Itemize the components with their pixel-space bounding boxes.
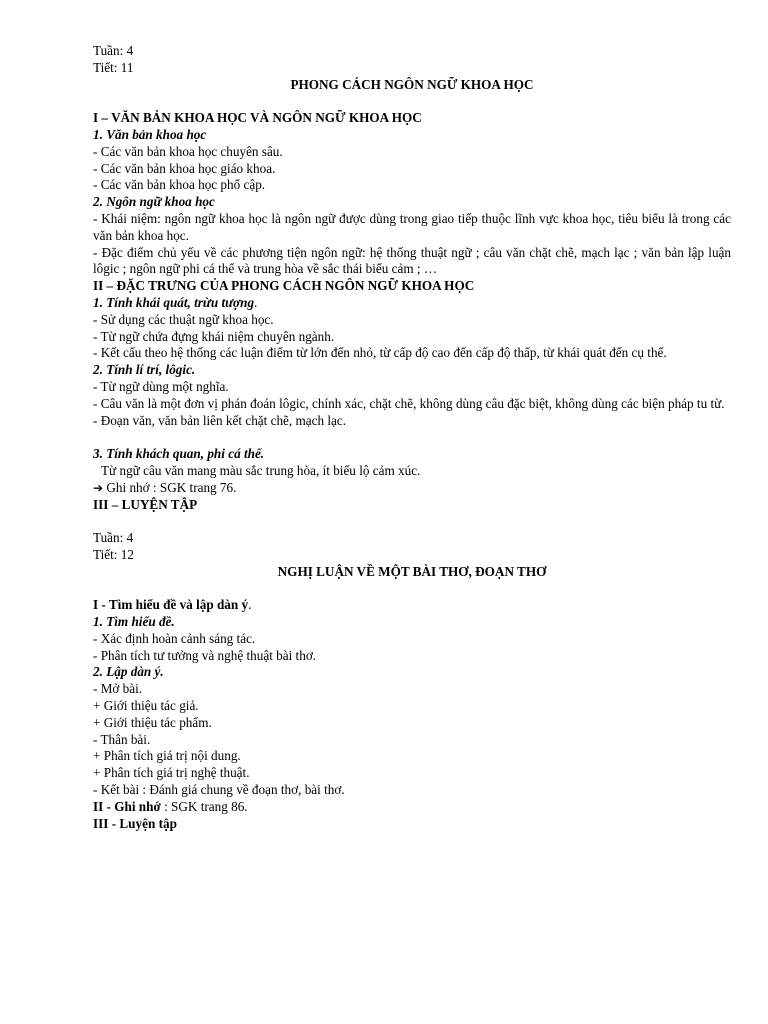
week-label: Tuần: 4 [93, 43, 134, 58]
section-text: : SGK trang 86. [160, 798, 248, 814]
list-item: - Các văn bản khoa học giáo khoa. [93, 160, 276, 176]
paragraph: Từ ngữ câu văn mang màu sắc trung hòa, ít biểu lộ cảm xúc. [101, 462, 421, 478]
section-heading-line [93, 799, 731, 816]
section-heading: II - Ghi nhớ [93, 798, 161, 814]
list-item: - Đoạn văn, văn bản liên kết chặt chẽ, mạch lạc. [93, 412, 347, 428]
spacer [93, 581, 731, 598]
period-mark: . [254, 294, 258, 310]
subsection-heading: 1. Tính khái quát, trừu tượng [93, 294, 255, 310]
week-label: Tuần: 4 [93, 530, 134, 546]
section-heading: II – ĐẶC TRƯNG CỦA PHONG CÁCH NGÔN NGỮ KHOA HỌC [93, 278, 475, 294]
list-item: + Phân tích giá trị nghệ thuật. [93, 765, 250, 781]
subsection-heading-line [93, 295, 731, 312]
list-item: - Sử dụng các thuật ngữ khoa học. [93, 311, 274, 327]
list-item: - Các văn bản khoa học chuyên sâu. [93, 143, 283, 159]
paragraph: - Khái niệm: ngôn ngữ khoa học là ngôn ngữ được dùng trong giao tiếp thuộc lĩnh vực khoa học, tiêu biểu là trong các văn bản khoa học. [93, 210, 731, 243]
paragraph: - Kết cấu theo hệ thống các luận điểm từ lớn đến nhỏ, từ cấp độ cao đến cấp độ thấp, từ khái quát đến cụ thể. [93, 345, 667, 361]
subsection-heading: 3. Tính khách quan, phi cá thể. [93, 446, 265, 462]
list-item: - Thân bài. [93, 731, 151, 747]
spacer [93, 513, 731, 530]
list-item: - Các văn bản khoa học phổ cập. [93, 177, 266, 193]
list-item: + Giới thiệu tác phẩm. [93, 714, 212, 730]
list-item: - Xác định hoàn cảnh sáng tác. [93, 630, 256, 646]
paragraph: - Câu văn là một đơn vị phán đoán lôgic, chính xác, chặt chẽ, không dùng câu đặc biệt, không dùng các biện pháp tu từ. [93, 395, 725, 411]
section-heading: III – LUYỆN TẬP [93, 496, 198, 512]
list-item: - Phân tích tư tưởng và nghệ thuật bài thơ. [93, 647, 317, 663]
section-heading-line [93, 597, 731, 614]
list-item: - Từ ngữ dùng một nghĩa. [93, 378, 229, 394]
section-heading: I - Tìm hiểu đề và lập dàn ý [93, 597, 249, 613]
spacer [93, 93, 731, 110]
subsection-heading: 1. Tìm hiểu đề. [93, 614, 175, 630]
note-line [93, 480, 731, 497]
section-heading: I – VĂN BẢN KHOA HỌC VÀ NGÔN NGỮ KHOA HỌC [93, 110, 422, 126]
list-item: - Từ ngữ chứa đựng khái niệm chuyên ngành. [93, 328, 335, 344]
lesson-title: NGHỊ LUẬN VỀ MỘT BÀI THƠ, ĐOẠN THƠ [277, 563, 547, 579]
list-item: - Mở bài. [93, 681, 143, 697]
lesson-title: PHONG CÁCH NGÔN NGỮ KHOA HỌC [290, 76, 534, 92]
period-label: Tiết: 12 [93, 546, 134, 562]
paragraph: - Đặc điểm chủ yếu về các phương tiện ngôn ngữ: hệ thống thuật ngữ ; câu văn chặt chẽ, mạch lạc ; văn bản lập luận lôgic ; ngôn ngữ phi cá thể và trung hòa về sắc thái biểu cảm ; … [93, 244, 731, 277]
arrow-right-icon: ➔ [93, 480, 104, 495]
list-item: + Phân tích giá trị nội dung. [93, 748, 241, 764]
period-mark: . [248, 597, 252, 613]
list-item: - Kết bài : Đánh giá chung về đoạn thơ, bài thơ. [93, 782, 345, 798]
note-text: Ghi nhớ : SGK trang 76. [103, 479, 237, 495]
period-label: Tiết: 11 [93, 59, 134, 75]
section-heading: III - Luyện tập [93, 815, 177, 831]
subsection-heading: 2. Lập dàn ý. [93, 664, 164, 680]
list-item: + Giới thiệu tác giả. [93, 698, 199, 714]
subsection-heading: 2. Tính lí trí, lôgic. [93, 362, 196, 378]
spacer [93, 429, 731, 446]
subsection-heading: 2. Ngôn ngữ khoa học [93, 194, 215, 210]
document-page [93, 43, 731, 832]
subsection-heading: 1. Văn bản khoa học [93, 126, 207, 142]
